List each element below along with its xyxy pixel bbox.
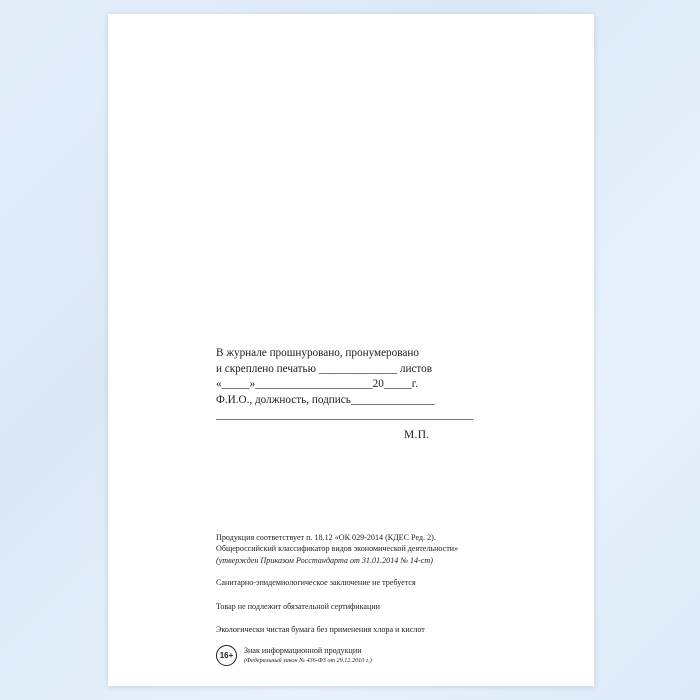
page-content — [108, 14, 594, 686]
age-mark-title: Знак информационной продукции — [244, 646, 362, 656]
age-mark-law: (Федеральный закон № 436-ФЗ от 29.12.2010 г.) — [244, 657, 372, 665]
product-compliance-group — [216, 532, 556, 566]
certification-line-5: ______________________________________________ — [216, 409, 474, 422]
certification-line-4: Ф.И.О., должность, подпись_______________ — [216, 393, 435, 406]
certification-line-2: и скреплено печатью ______________ листов — [216, 362, 433, 375]
product-compliance-line-2: Общероссийский классификатор видов экономической деятельности» — [216, 544, 459, 554]
age-mark-row — [216, 645, 556, 666]
age-rating-icon: 16+ — [216, 645, 237, 666]
document-page — [108, 14, 594, 686]
legal-block — [216, 532, 556, 666]
certification-note: Товар не подлежит обязательной сертификации — [216, 601, 381, 611]
certification-line-1: В журнале прошнуровано, пронумеровано — [216, 347, 419, 359]
seal-label: М.П. — [404, 429, 430, 441]
age-mark-text — [244, 646, 372, 665]
product-compliance-line-3: (утвержден Приказом Росстандарта от 31.01.2014 № 14-ст) — [216, 555, 433, 565]
sanitary-note: Санитарно-эпидемиологическое заключение не требуется — [216, 578, 416, 588]
paper-note: Экологически чистая бумага без применения хлора и кислот — [216, 625, 425, 635]
certification-line-3: «_____»_____________________20_____г. — [216, 378, 418, 391]
product-compliance-line-1: Продукция соответствует п. 18.12 «ОК 029-2014 (КДЕС Ред. 2). — [216, 533, 436, 542]
certification-block — [216, 346, 546, 424]
